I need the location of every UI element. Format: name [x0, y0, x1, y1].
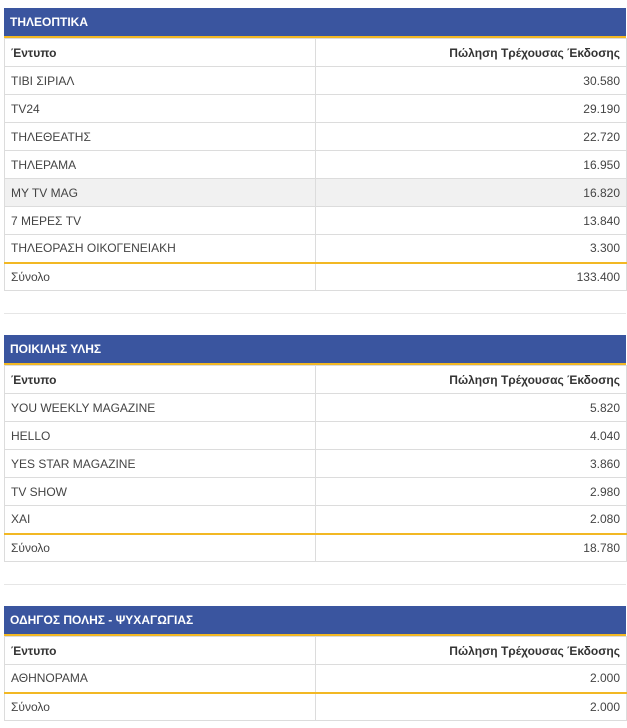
row-value: 2.980: [316, 478, 627, 506]
row-value: 3.300: [316, 235, 627, 263]
section-title: ΟΔΗΓΟΣ ΠΟΛΗΣ - ΨΥΧΑΓΩΓΙΑΣ: [4, 606, 626, 636]
table-row: [5, 506, 627, 534]
sales-table: [4, 38, 627, 291]
column-header-sales: Πώληση Τρέχουσας Έκδοσης: [316, 39, 627, 67]
row-name: 7 ΜΕΡΕΣ TV: [5, 207, 316, 235]
row-value: 22.720: [316, 123, 627, 151]
row-value: 5.820: [316, 394, 627, 422]
table-row: [5, 207, 627, 235]
table-row: [5, 67, 627, 95]
total-row: [5, 263, 627, 291]
row-value: 16.820: [316, 179, 627, 207]
section-divider: [4, 313, 626, 314]
table-row: [5, 422, 627, 450]
row-name: ΤΗΛΕΘΕΑΤΗΣ: [5, 123, 316, 151]
table-row: [5, 665, 627, 693]
row-value: 13.840: [316, 207, 627, 235]
table-row: [5, 95, 627, 123]
row-name: TV24: [5, 95, 316, 123]
total-value: 18.780: [316, 534, 627, 562]
row-value: 4.040: [316, 422, 627, 450]
sales-table: [4, 636, 627, 721]
row-name: ΤΙΒΙ ΣΙΡΙΑΛ: [5, 67, 316, 95]
table-row: [5, 151, 627, 179]
table-row-hovered: [5, 179, 627, 207]
column-header-item: Έντυπο: [5, 366, 316, 394]
table-row: [5, 235, 627, 263]
row-name: YES STAR MAGAZINE: [5, 450, 316, 478]
section-poikilis-ylis: [4, 335, 626, 562]
section-odigos-polis: [4, 606, 626, 721]
section-title: ΠΟΙΚΙΛΗΣ ΥΛΗΣ: [4, 335, 626, 365]
row-name: ΧΑΙ: [5, 506, 316, 534]
table-header-row: [5, 366, 627, 394]
row-name: HELLO: [5, 422, 316, 450]
table-row: [5, 478, 627, 506]
row-value: 16.950: [316, 151, 627, 179]
table-header-row: [5, 39, 627, 67]
section-divider: [4, 584, 626, 585]
section-tileoptika: [4, 8, 626, 291]
table-row: [5, 394, 627, 422]
total-value: 2.000: [316, 693, 627, 721]
table-header-row: [5, 637, 627, 665]
row-value: 3.860: [316, 450, 627, 478]
row-name: ΑΘΗΝΟΡΑΜΑ: [5, 665, 316, 693]
row-value: 29.190: [316, 95, 627, 123]
row-name: MY TV MAG: [5, 179, 316, 207]
section-title: ΤΗΛΕΟΠΤΙΚΑ: [4, 8, 626, 38]
row-value: 30.580: [316, 67, 627, 95]
row-name: ΤΗΛΕΡΑΜΑ: [5, 151, 316, 179]
row-name: TV SHOW: [5, 478, 316, 506]
total-label: Σύνολο: [5, 693, 316, 721]
row-value: 2.080: [316, 506, 627, 534]
total-label: Σύνολο: [5, 263, 316, 291]
column-header-item: Έντυπο: [5, 39, 316, 67]
column-header-item: Έντυπο: [5, 637, 316, 665]
total-label: Σύνολο: [5, 534, 316, 562]
column-header-sales: Πώληση Τρέχουσας Έκδοσης: [316, 637, 627, 665]
row-name: YOU WEEKLY MAGAZINE: [5, 394, 316, 422]
total-value: 133.400: [316, 263, 627, 291]
row-name: ΤΗΛΕΟΡΑΣΗ ΟΙΚΟΓΕΝΕΙΑΚΗ: [5, 235, 316, 263]
table-row: [5, 123, 627, 151]
column-header-sales: Πώληση Τρέχουσας Έκδοσης: [316, 366, 627, 394]
table-row: [5, 450, 627, 478]
total-row: [5, 693, 627, 721]
row-value: 2.000: [316, 665, 627, 693]
sales-table: [4, 365, 627, 562]
total-row: [5, 534, 627, 562]
